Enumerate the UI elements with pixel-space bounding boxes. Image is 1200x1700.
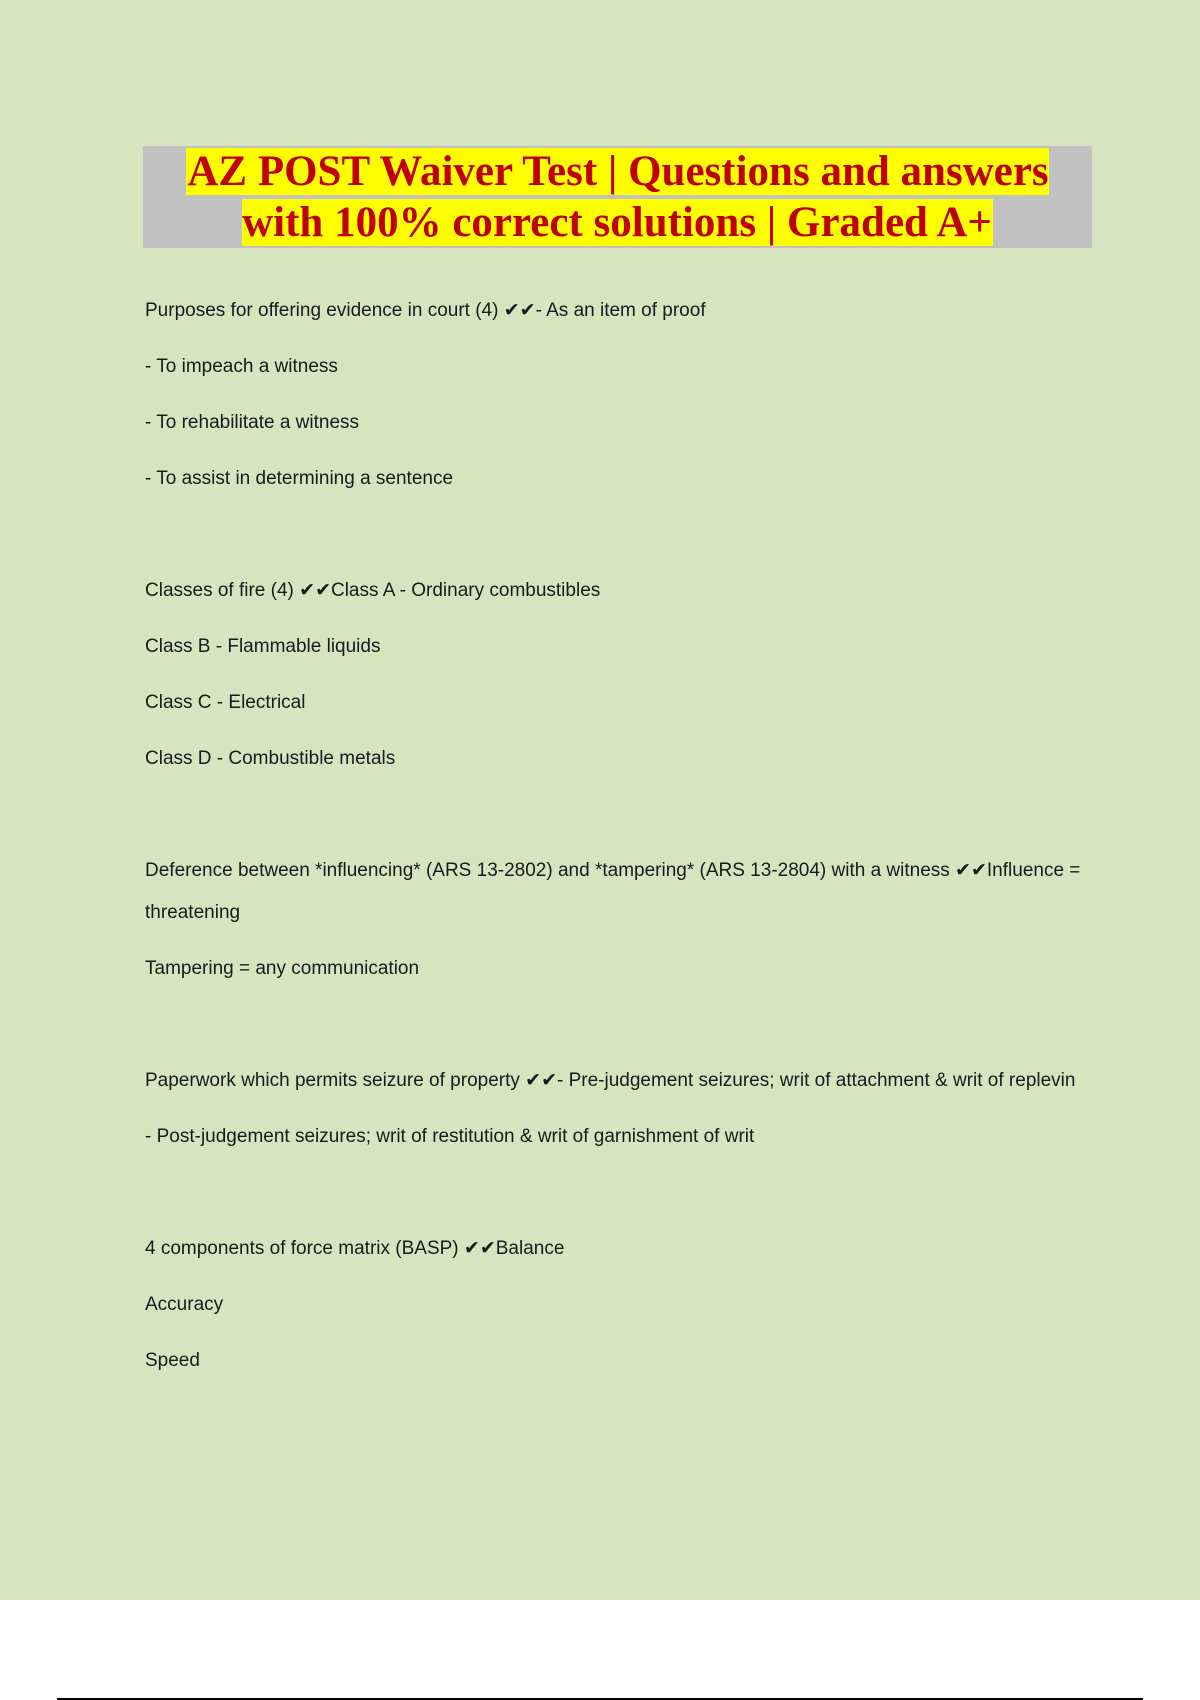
qa-line: Class B - Flammable liquids: [145, 636, 381, 657]
qa-line: - Post-judgement seizures; writ of restitution & writ of garnishment of writ: [145, 1126, 755, 1147]
qa-line: - To rehabilitate a witness: [145, 412, 360, 433]
qa-line: Classes of fire (4) ✔✔Class A - Ordinary combustibles: [145, 580, 601, 601]
document-title: [153, 146, 1083, 248]
qa-line: Class C - Electrical: [145, 692, 306, 713]
qa-line: Speed: [145, 1350, 200, 1371]
qa-entry: [145, 1228, 1095, 1382]
qa-line: Paperwork which permits seizure of property ✔✔- Pre-judgement seizures; writ of attachment & writ of replevin: [145, 1070, 1076, 1091]
qa-entry: [145, 570, 1095, 780]
qa-line: Purposes for offering evidence in court (4) ✔✔- As an item of proof: [145, 300, 706, 321]
qa-entry: [145, 290, 1095, 500]
qa-line: - To impeach a witness: [145, 356, 338, 377]
qa-entry: [145, 1060, 1095, 1158]
title-banner: [143, 146, 1092, 248]
qa-line: 4 components of force matrix (BASP) ✔✔Balance: [145, 1238, 565, 1259]
qa-content: [145, 290, 1095, 1452]
qa-line: Class D - Combustible metals: [145, 748, 396, 769]
qa-line: - To assist in determining a sentence: [145, 468, 454, 489]
qa-line: Accuracy: [145, 1294, 224, 1315]
qa-entry: [145, 850, 1095, 990]
qa-line: Tampering = any communication: [145, 958, 420, 979]
title-highlight: AZ POST Waiver Test | Questions and answers with 100% correct solutions | Graded A+: [187, 148, 1049, 246]
qa-line: Deference between *influencing* (ARS 13-2802) and *tampering* (ARS 13-2804) with a witness ✔✔Influence = threatening: [145, 860, 1081, 923]
